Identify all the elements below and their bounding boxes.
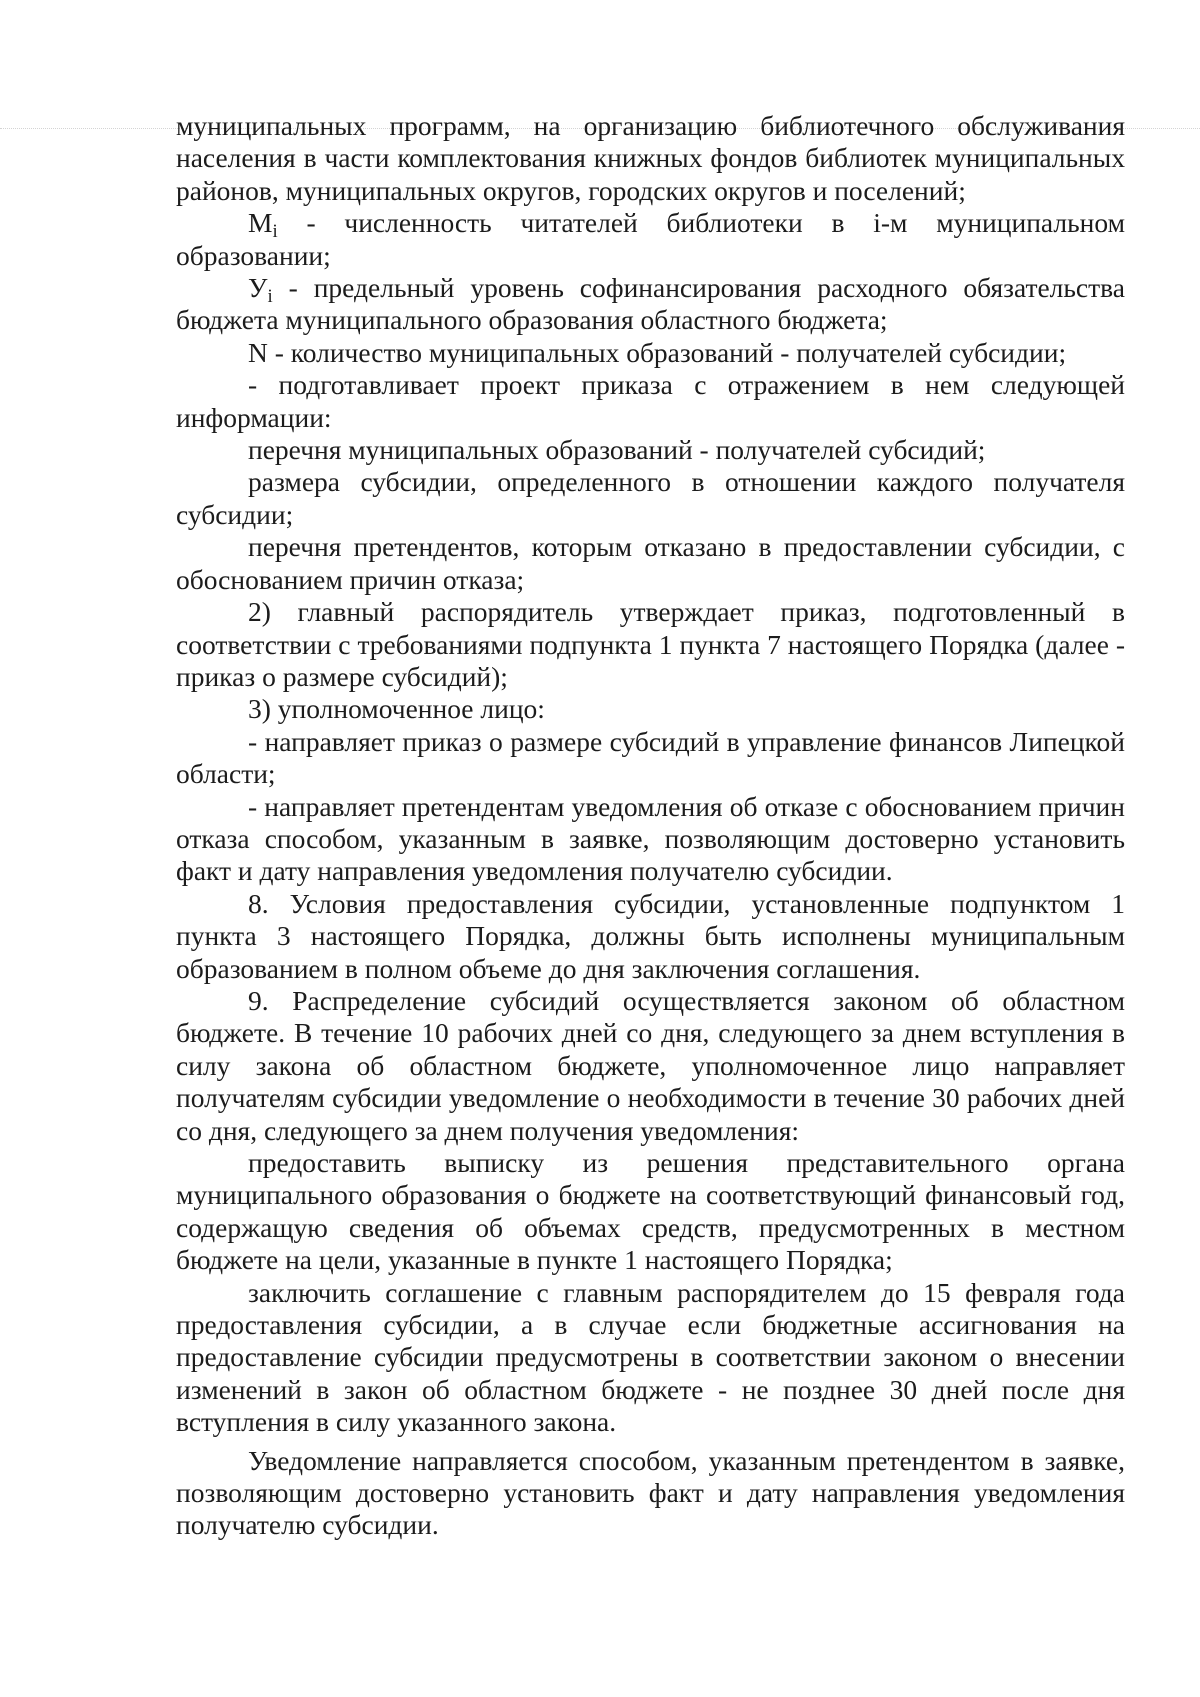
variable-y-subscript: i [267,286,273,308]
paragraph-n-definition: N - количество муниципальных образований - получателей субсидии; [248,336,1067,368]
paragraph-send-refusals: - направляет претендентам уведомления об отказе с обоснованием причин отказа способом, указанным в заявке, позволяющим достоверно установить факт и дату направления уведомления получателю субсидии. [176,790,1125,887]
variable-m: M [248,207,273,239]
paragraph-provide-extract: предоставить выписку из решения представительного органа муниципального образования о бюджете на соответствующий финансовый год, содержащую сведения об объемах средств, предусмотренных в местном бюджете на цели, указанные в пункте 1 настоящего Порядка; [176,1147,1125,1276]
paragraph-send-order: - направляет приказ о размере субсидий в управление финансов Липецкой области; [176,725,1125,790]
paragraph-mi-text: - численность читателей библиотеки в i-м муниципальном образовании; [176,207,1125,271]
paragraph-prepare-order: - подготавливает проект приказа с отражением в нем следующей информации: [176,369,1125,433]
paragraph-item-3: 3) уполномоченное лицо: [248,693,545,725]
variable-m-subscript: i [272,221,278,243]
document-body [176,110,1125,1542]
paragraph-yi-definition [176,272,1125,337]
paragraph-section-9: 9. Распределение субсидий осуществляется законом об областном бюджете. В течение 10 рабочих дней со дня, следующего за днем вступления в силу закона об областном бюджете, уполномоченное лицо направляет получателям субсидии уведомление о необходимости в течение 30 рабочих дней со дня, следующего за днем получения уведомления: [176,984,1125,1146]
paragraph-list-recipients: перечня муниципальных образований - получателей субсидий; [248,434,986,466]
paragraph-section-8: 8. Условия предоставления субсидии, установленные подпунктом 1 пункта 3 настоящего Порядка, должны быть исполнены муниципальным образованием в полном объеме до дня заключения соглашения. [176,887,1125,984]
paragraph-mi-definition [176,207,1125,272]
paragraph-item-2: 2) главный распорядитель утверждает приказ, подготовленный в соответствии с требованиями подпункта 1 пункта 7 настоящего Порядка (далее - приказ о размере субсидий); [176,596,1125,692]
variable-y: У [248,272,268,304]
paragraph-notification: Уведомление направляется способом, указанным претендентом в заявке, позволяющим достоверно установить факт и дату направления уведомления получателю субсидии. [176,1444,1125,1541]
paragraph-continuation: муниципальных программ, на организацию библиотечного обслуживания населения в части комплектования книжных фондов библиотек муниципальных районов, муниципальных округов, городских округов и поселений; [176,110,1125,206]
paragraph-subsidy-size: размера субсидии, определенного в отношении каждого получателя субсидии; [176,466,1125,530]
paragraph-yi-text: - предельный уровень софинансирования расходного обязательства бюджета муниципального образования областного бюджета; [176,272,1125,336]
paragraph-conclude-agreement: заключить соглашение с главным распорядителем до 15 февраля года предоставления субсидии, а в случае если бюджетные ассигнования на предоставление субсидии предусмотрены в соответствии законом о внесении изменений в закон об областном бюджете - не позднее 30 дней после дня вступления в силу указанного закона. [176,1276,1125,1438]
paragraph-list-refused: перечня претендентов, которым отказано в предоставлении субсидии, с обоснованием причин отказа; [176,531,1125,595]
